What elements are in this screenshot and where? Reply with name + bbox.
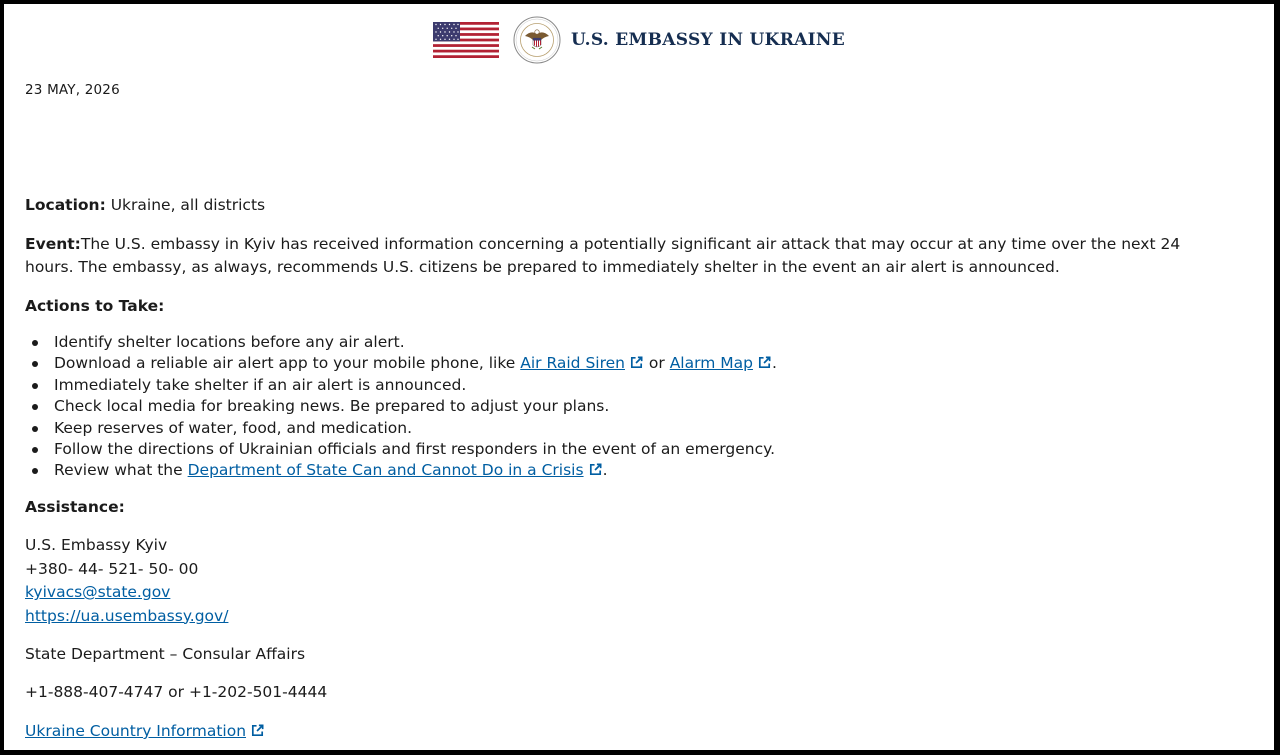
- event-paragraph: [25, 233, 1215, 280]
- event-label: Event:: [25, 234, 81, 253]
- embassy-email-link[interactable]: kyivacs@state.gov: [25, 583, 171, 602]
- location-text: Ukraine, all districts: [105, 196, 266, 214]
- location-label: Location:: [25, 196, 106, 214]
- list-item: [54, 332, 1215, 353]
- actions-list: [25, 332, 1215, 482]
- country-info-line: [25, 720, 1215, 744]
- list-item: [54, 396, 1215, 417]
- action-text: Immediately take shelter if an air alert is announced.: [54, 375, 467, 394]
- location-line: [25, 194, 1215, 218]
- state-department-label: State Department – Consular Affairs: [25, 644, 306, 663]
- embassy-title: U.S. EMBASSY IN UKRAINE: [571, 30, 845, 50]
- action-text: .: [602, 461, 608, 480]
- action-text: Follow the directions of Ukrainian officials and first responders in the event of an emergency.: [54, 440, 776, 459]
- embassy-name: U.S. Embassy Kyiv: [25, 536, 168, 555]
- action-text: Check local media for breaking news. Be prepared to adjust your plans.: [54, 397, 610, 416]
- state-department-seal-icon: [513, 16, 561, 64]
- external-link-icon[interactable]: [250, 723, 265, 738]
- list-item: [54, 439, 1215, 460]
- list-item: [54, 375, 1215, 396]
- external-link-icon[interactable]: [757, 355, 772, 370]
- alert-body: [25, 194, 1215, 743]
- action-text: Download a reliable air alert app to your mobile phone, like: [54, 354, 521, 373]
- action-text: Identify shelter locations before any air alert.: [54, 333, 405, 351]
- alert-date: 23 MAY, 2026: [25, 82, 120, 98]
- event-text: The U.S. embassy in Kyiv has received information concerning a potentially significant air attack that may occur at any time over the next 24 hours. The embassy, as always, recommends U.S. citizens be prepared to immediately shelter in the event an air alert is announced.: [25, 234, 1181, 276]
- external-link-icon[interactable]: [629, 355, 644, 370]
- embassy-phone: +380- 44- 521- 50- 00: [25, 559, 199, 578]
- list-item: [54, 418, 1215, 439]
- action-text: Review what the: [54, 461, 188, 480]
- action-text: .: [771, 354, 777, 373]
- embassy-website-link[interactable]: https://ua.usembassy.gov/: [25, 606, 229, 625]
- external-link-icon[interactable]: [588, 462, 603, 477]
- us-flag-icon: [433, 22, 499, 58]
- state-department-phones: +1-888-407-4747 or +1-202-501-4444: [25, 683, 328, 702]
- country-info-link[interactable]: Ukraine Country Information: [25, 721, 247, 740]
- list-item: [54, 353, 1215, 374]
- action-text: Keep reserves of water, food, and medication.: [54, 418, 412, 437]
- assistance-heading: Assistance:: [25, 497, 125, 516]
- embassy-header: [4, 12, 1274, 68]
- alarm-map-link[interactable]: Alarm Map: [669, 354, 753, 373]
- action-text: or: [643, 354, 670, 373]
- list-item: [54, 460, 1215, 481]
- air-raid-siren-link[interactable]: Air Raid Siren: [520, 354, 625, 373]
- page-frame: [4, 4, 1274, 750]
- state-crisis-link[interactable]: Department of State Can and Cannot Do in a Crisis: [187, 461, 584, 480]
- actions-heading: Actions to Take:: [25, 296, 165, 315]
- embassy-contact: [25, 534, 1215, 628]
